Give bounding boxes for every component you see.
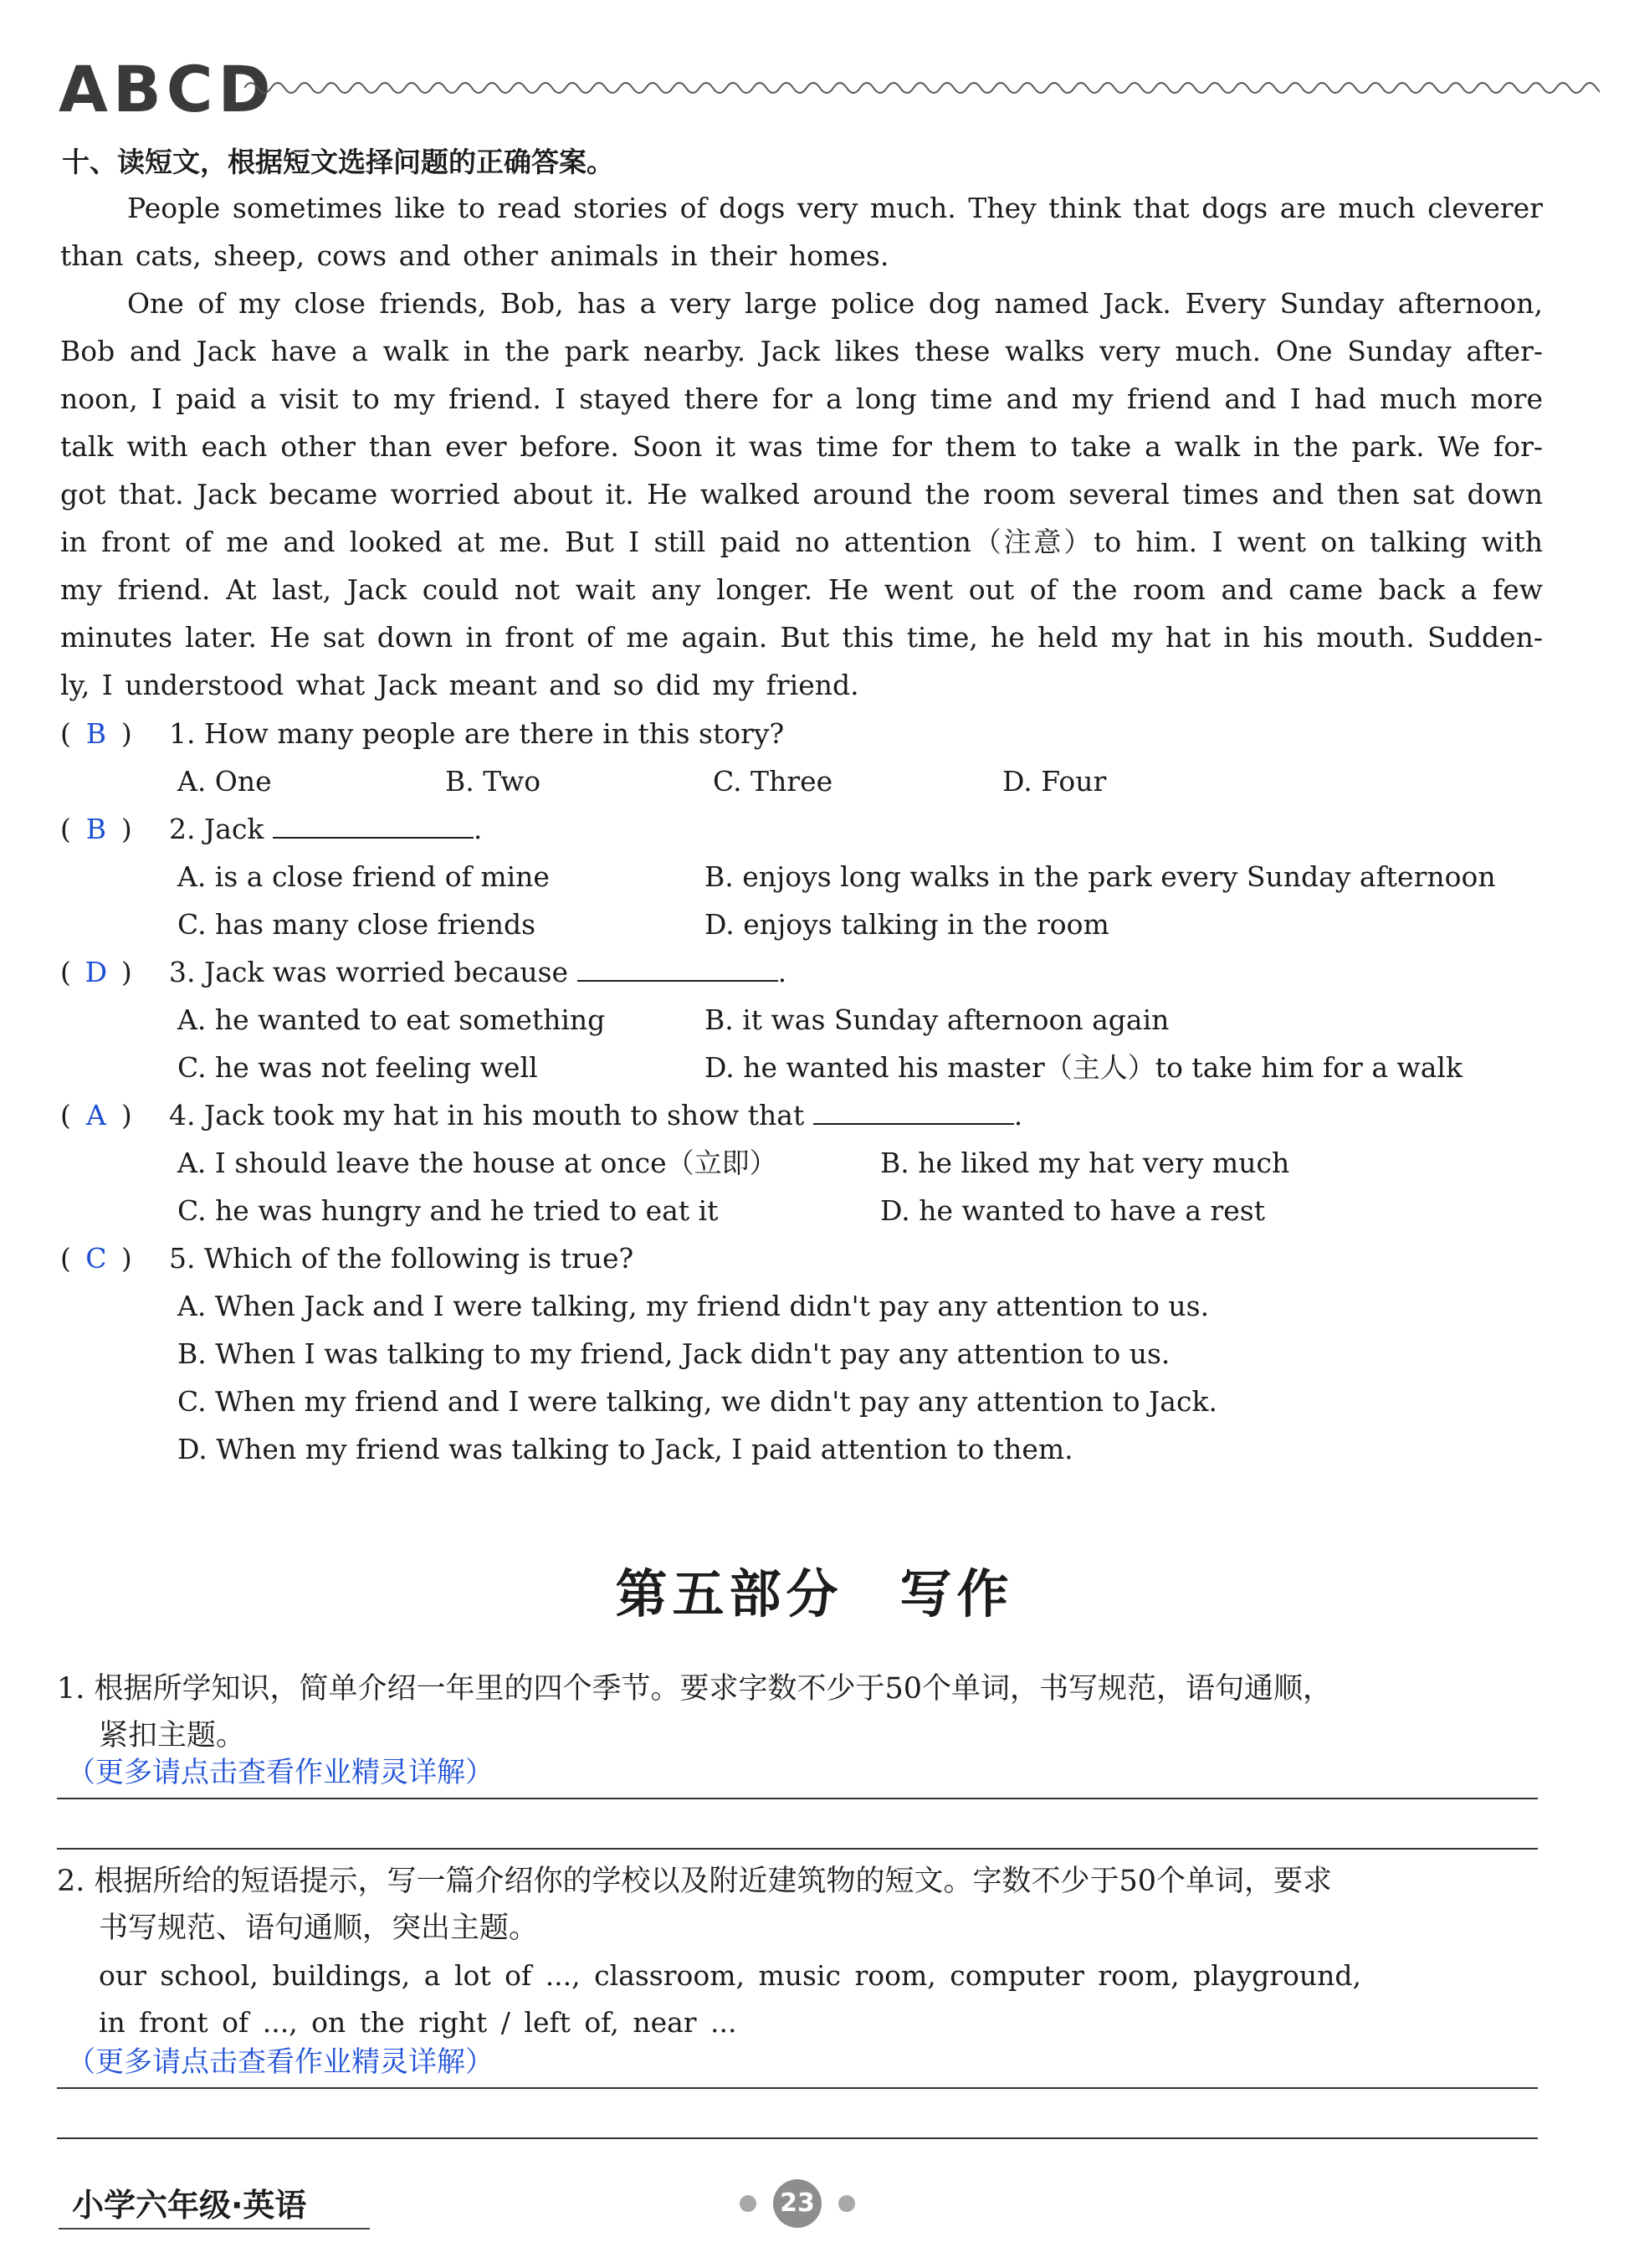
passage-paragraph-1 bbox=[60, 184, 1543, 280]
option-d: D. he wanted his master（主人）to take him for a walk bbox=[704, 1051, 1463, 1084]
footer-grade-subject: 小学六年级·英语 bbox=[72, 2187, 307, 2224]
question-3: ( D ) 3. Jack was worried because . bbox=[60, 948, 786, 996]
answer-line[interactable] bbox=[57, 2087, 1538, 2089]
passage-line: than cats, sheep, cows and other animals in their homes. bbox=[60, 239, 889, 272]
writing-question-1 bbox=[57, 1665, 1546, 1759]
page-number: 23 bbox=[773, 2179, 822, 2228]
question-4: ( A ) 4. Jack took my hat in his mouth to show that . bbox=[60, 1091, 1022, 1139]
option-c: C. has many close friends bbox=[177, 908, 536, 941]
writing-prompt-line: 书写规范、语句通顺，突出主题。 bbox=[99, 1911, 539, 1945]
option-d: D. he wanted to have a rest bbox=[880, 1194, 1265, 1227]
option-c: C. Three bbox=[713, 765, 833, 798]
option-b: B. enjoys long walks in the park every Sunday afternoon bbox=[704, 860, 1496, 893]
header-logo: ABCD bbox=[59, 52, 276, 126]
answer-line[interactable] bbox=[57, 1798, 1538, 1799]
passage-line: talk with each other than ever before. Soon it was time for them to take a walk in the park. We for- bbox=[60, 430, 1543, 463]
passage-line: Bob and Jack have a walk in the park nearby. Jack likes these walks very much. One Sunday after- bbox=[60, 335, 1543, 367]
option-c: C. he was hungry and he tried to eat it bbox=[177, 1194, 719, 1227]
footer-underline bbox=[59, 2228, 370, 2230]
option-a: A. One bbox=[177, 765, 272, 798]
detail-link[interactable]: （更多请点击查看作业精灵详解） bbox=[67, 1756, 494, 1789]
answer-blank[interactable] bbox=[577, 955, 778, 982]
answer-blank[interactable] bbox=[813, 1098, 1014, 1125]
option-a: A. is a close friend of mine bbox=[177, 860, 550, 893]
answer-letter: B bbox=[85, 717, 106, 750]
answer-letter: A bbox=[85, 1099, 106, 1131]
answer-line[interactable] bbox=[57, 2137, 1538, 2139]
page-dot-right bbox=[838, 2195, 855, 2212]
passage-line: minutes later. He sat down in front of me again. But this time, he held my hat in his mouth. Sudden- bbox=[60, 621, 1543, 654]
option-b: B. Two bbox=[445, 765, 541, 798]
question-text: 2. Jack bbox=[169, 813, 264, 845]
writing-prompt-line: 1. 根据所学知识，简单介绍一年里的四个季节。要求字数不少于50个单词，书写规范，语句通顺， bbox=[57, 1672, 1333, 1706]
passage-line: One of my close friends, Bob, has a very large police dog named Jack. Every Sunday afternoon, bbox=[127, 287, 1543, 320]
phrase-hint-line: in front of ..., on the right / left of, near ... bbox=[99, 2006, 737, 2039]
option-b: B. When I was talking to my friend, Jack didn't pay any attention to us. bbox=[177, 1337, 1171, 1370]
passage-line: noon, I paid a visit to my friend. I stayed there for a long time and my friend and I had much more bbox=[60, 382, 1543, 415]
option-b: B. he liked my hat very much bbox=[880, 1147, 1290, 1179]
writing-question-2 bbox=[57, 1858, 1546, 1952]
option-c: C. he was not feeling well bbox=[177, 1051, 538, 1084]
writing-prompt-line: 紧扣主题。 bbox=[99, 1719, 246, 1752]
passage-line: in front of me and looked at me. But I still paid no attention（注意）to him. I went on talking with bbox=[60, 526, 1543, 558]
question-text: 1. How many people are there in this story? bbox=[169, 717, 785, 750]
option-a: A. I should leave the house at once（立即） bbox=[177, 1147, 777, 1179]
passage-paragraph-2 bbox=[60, 280, 1543, 709]
answer-letter: C bbox=[85, 1242, 107, 1275]
option-d: D. Four bbox=[1002, 765, 1107, 798]
answer-parens: ( B ) bbox=[60, 710, 169, 757]
answer-letter: B bbox=[85, 813, 106, 845]
answer-blank[interactable] bbox=[273, 812, 474, 839]
passage-line: got that. Jack became worried about it. He walked around the room several times and then sat down bbox=[60, 478, 1543, 511]
question-5 bbox=[60, 1234, 633, 1282]
option-d: D. enjoys talking in the room bbox=[704, 908, 1109, 941]
answer-parens: ( C ) bbox=[60, 1234, 169, 1282]
question-text: 5. Which of the following is true? bbox=[169, 1242, 634, 1275]
passage-line: People sometimes like to read stories of dogs very much. They think that dogs are much cleverer bbox=[127, 192, 1543, 224]
question-text: 3. Jack was worried because bbox=[169, 956, 569, 988]
header-wave-divider bbox=[244, 74, 1600, 102]
option-d: D. When my friend was talking to Jack, I paid attention to them. bbox=[177, 1433, 1073, 1465]
passage-line: my friend. At last, Jack could not wait any longer. He went out of the room and came back a few bbox=[60, 573, 1543, 606]
answer-letter: D bbox=[85, 956, 108, 988]
answer-parens: ( D ) bbox=[60, 948, 169, 996]
part-title: 第五部分 写作 bbox=[615, 1563, 1014, 1624]
question-1 bbox=[60, 710, 784, 757]
option-c: C. When my friend and I were talking, we didn't pay any attention to Jack. bbox=[177, 1385, 1217, 1418]
question-2: ( B ) 2. Jack . bbox=[60, 805, 482, 853]
writing-prompt-line: 2. 根据所给的短语提示，写一篇介绍你的学校以及附近建筑物的短文。字数不少于50个单词，要求 bbox=[57, 1865, 1333, 1898]
answer-line[interactable] bbox=[57, 1848, 1538, 1850]
page-dot-left bbox=[740, 2195, 756, 2212]
option-a: A. When Jack and I were talking, my friend didn't pay any attention to us. bbox=[177, 1290, 1210, 1322]
passage-line: ly, I understood what Jack meant and so did my friend. bbox=[60, 669, 859, 701]
detail-link[interactable]: （更多请点击查看作业精灵详解） bbox=[67, 2045, 494, 2079]
option-a: A. he wanted to eat something bbox=[177, 1003, 606, 1036]
answer-parens: ( B ) bbox=[60, 805, 169, 853]
section-title: 十、读短文，根据短文选择问题的正确答案。 bbox=[62, 146, 614, 178]
phrase-hint-line: our school, buildings, a lot of ..., classroom, music room, computer room, playground, bbox=[99, 1959, 1362, 1992]
question-text: 4. Jack took my hat in his mouth to show that bbox=[169, 1099, 805, 1131]
answer-parens: ( A ) bbox=[60, 1091, 169, 1139]
option-b: B. it was Sunday afternoon again bbox=[704, 1003, 1170, 1036]
